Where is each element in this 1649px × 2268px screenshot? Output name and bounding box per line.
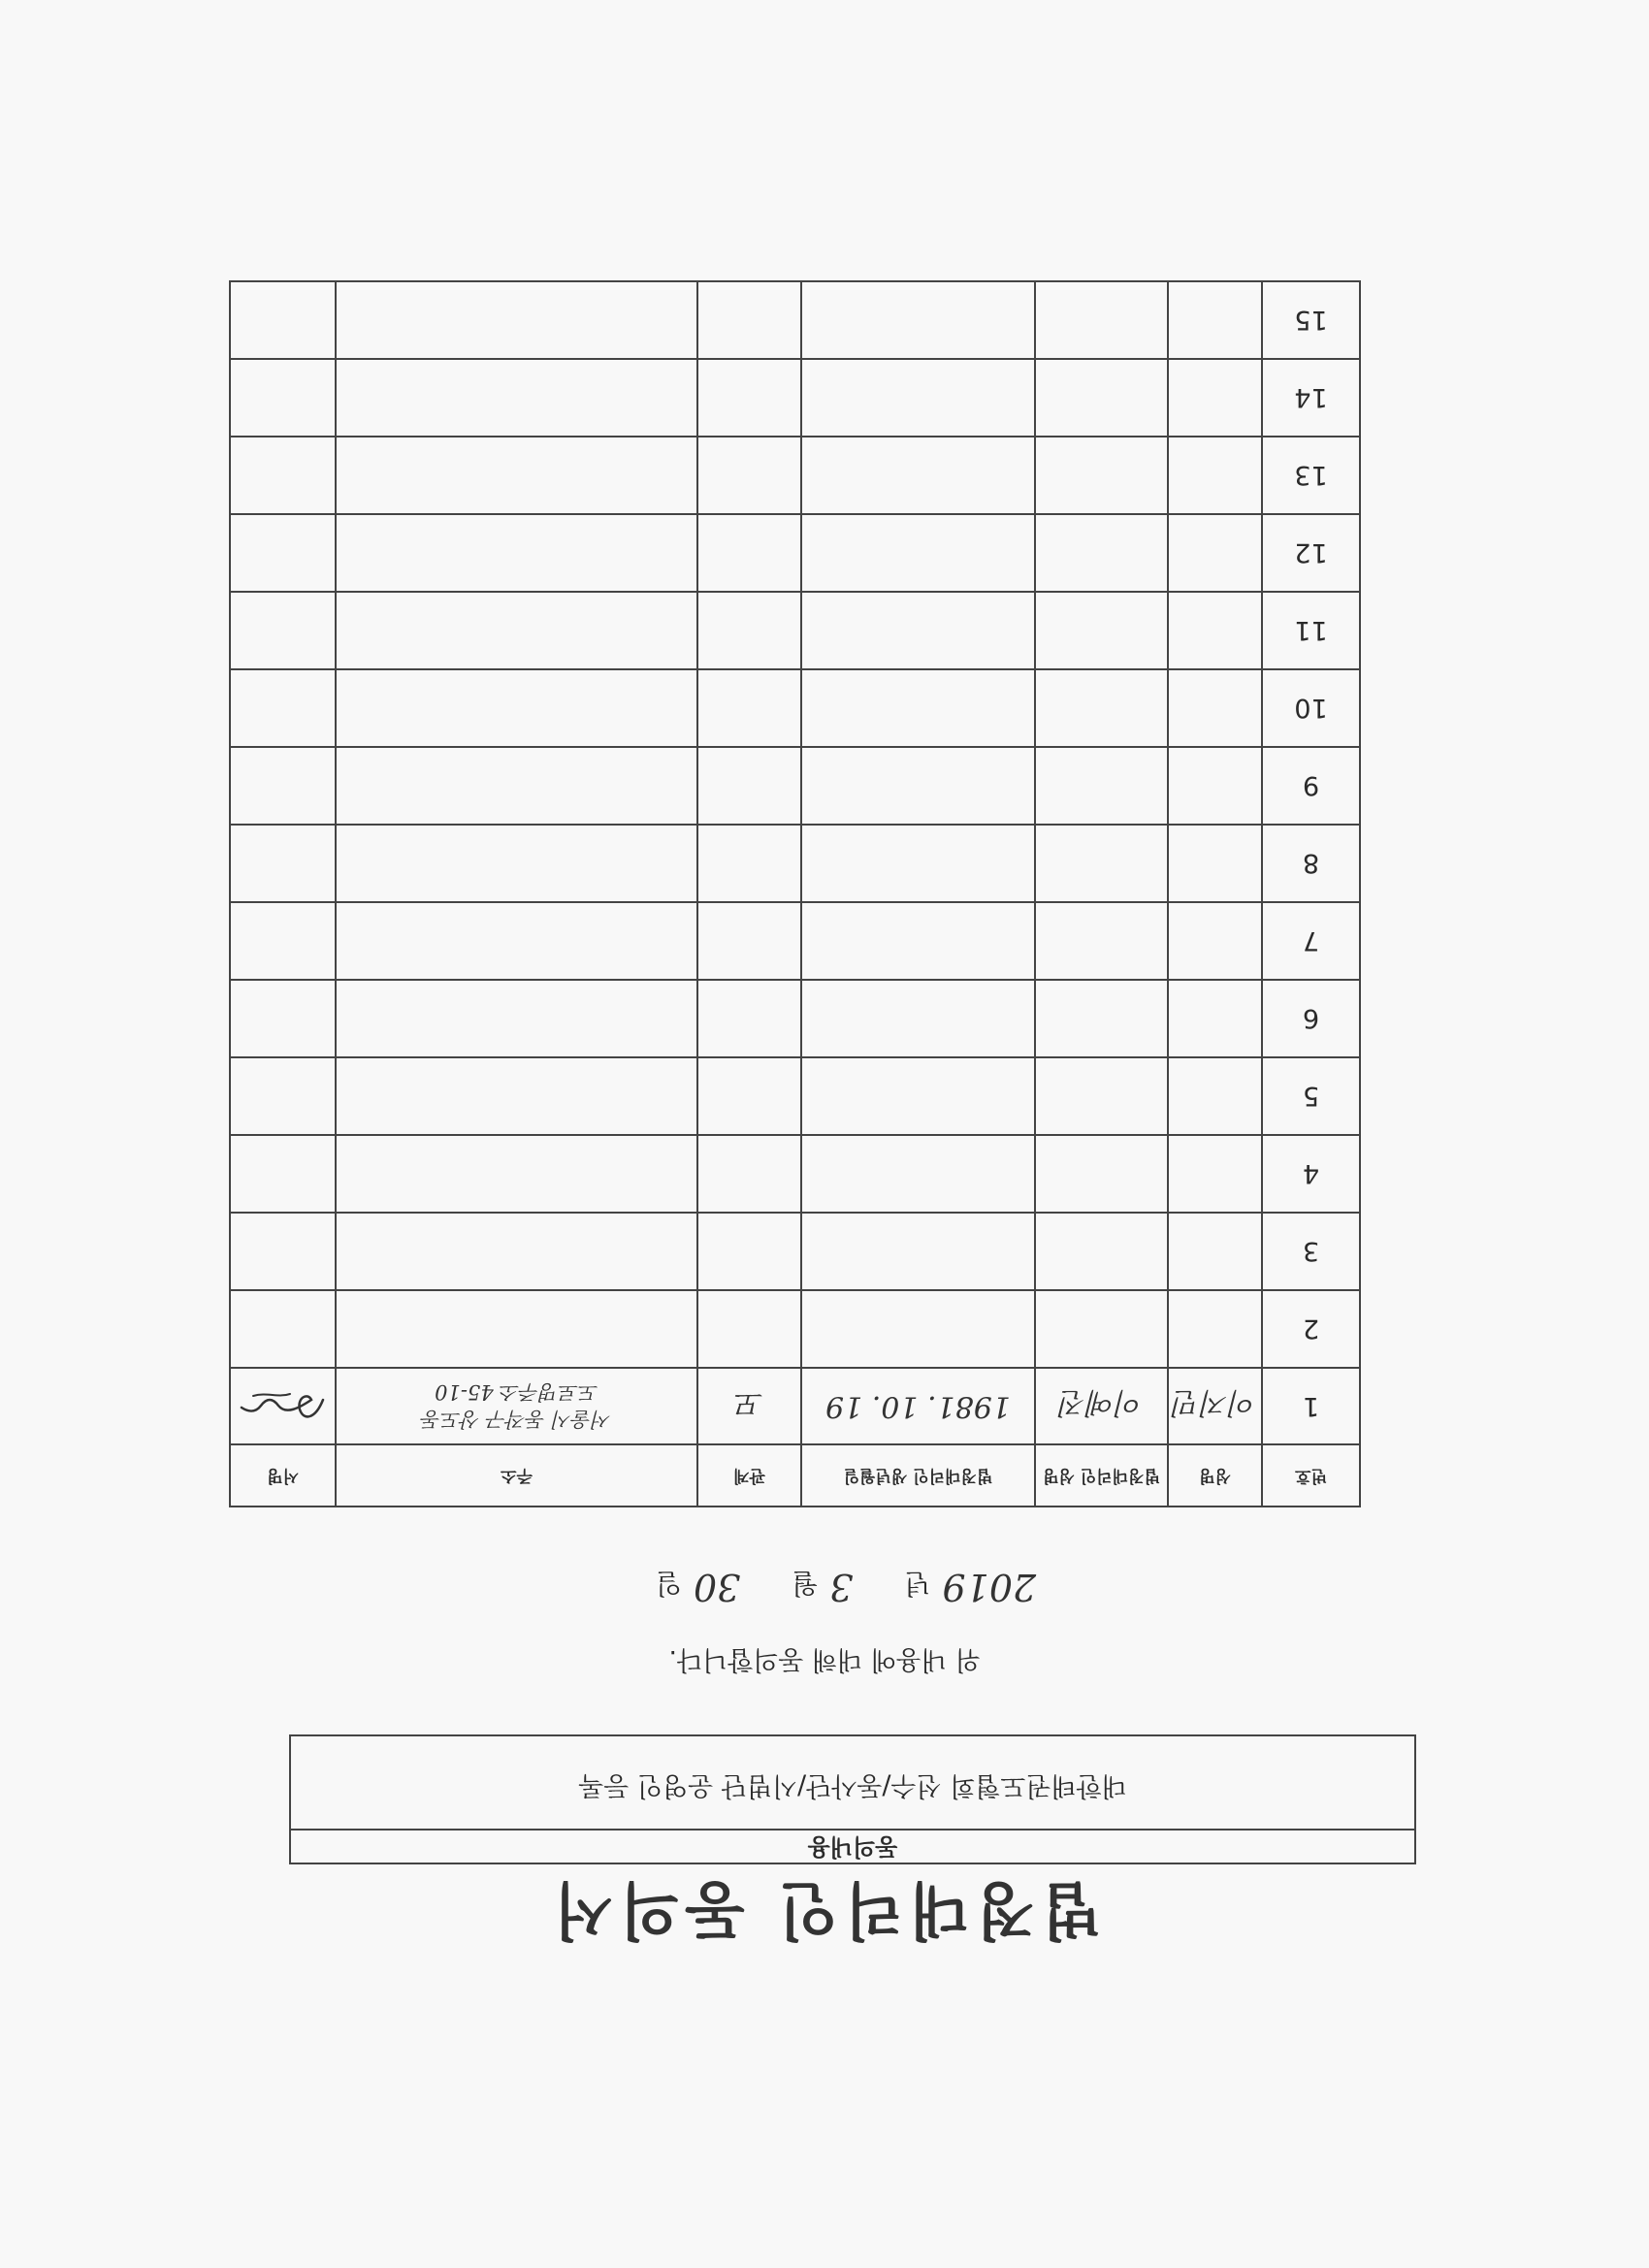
row-guardian-name: 이예진: [1035, 1368, 1168, 1444]
row-address: [336, 1368, 697, 1444]
table-row: [230, 437, 1360, 514]
row-number: 9: [1262, 747, 1360, 825]
date-month-unit: 월: [792, 1568, 819, 1600]
row-number: 5: [1262, 1057, 1360, 1135]
row-number: 11: [1262, 592, 1360, 669]
row-number: 8: [1262, 825, 1360, 902]
table-row: [230, 1290, 1360, 1368]
row-relation: 모: [697, 1368, 801, 1444]
table-row: [230, 1135, 1360, 1213]
row-number: 1: [1262, 1368, 1360, 1444]
date-day: 30: [693, 1566, 741, 1608]
table-row: [230, 825, 1360, 902]
table-row: [230, 1368, 1360, 1444]
date-year-unit: 년: [904, 1568, 931, 1600]
table-row: [230, 1057, 1360, 1135]
table-row: [230, 281, 1360, 359]
row-number: 12: [1262, 514, 1360, 592]
date-day-unit: 일: [655, 1568, 682, 1600]
row-number: 6: [1262, 980, 1360, 1057]
table-row: [230, 359, 1360, 437]
table-row: [230, 747, 1360, 825]
row-guardian-birth: 1981. 10. 19: [801, 1368, 1035, 1444]
date-month: 3: [829, 1566, 854, 1608]
table-row: [230, 980, 1360, 1057]
table-row: [230, 514, 1360, 592]
row-number: 14: [1262, 359, 1360, 437]
row-address-line2: 도로명주소 45-10: [435, 1380, 598, 1405]
row-number: 7: [1262, 902, 1360, 980]
row-number: 13: [1262, 437, 1360, 514]
consent-header: 동의내용: [291, 1829, 1414, 1863]
row-number: 2: [1262, 1290, 1360, 1368]
agreement-sentence: 위 내용에 대해 동의합니다.: [668, 1644, 981, 1674]
guardian-table: [229, 280, 1361, 1507]
table-row: [230, 902, 1360, 980]
header-signature: 서명: [230, 1444, 336, 1507]
date-year: 2019: [942, 1566, 1037, 1608]
row-number: 10: [1262, 669, 1360, 747]
table-row: [230, 669, 1360, 747]
table-row: [230, 1213, 1360, 1290]
table-row: [230, 592, 1360, 669]
row-number: 15: [1262, 281, 1360, 359]
header-guardian-name: 법정대리인 성명: [1035, 1444, 1168, 1507]
header-address: 주소: [336, 1444, 697, 1507]
document-title: 법정대리인 동의서: [547, 1873, 1102, 1945]
consent-body: 대한태권도협회 선수/동사단/시범단 운영인 등록: [578, 1770, 1127, 1800]
consent-box: [289, 1734, 1416, 1864]
signature-mark: [237, 1385, 330, 1428]
date-line: [0, 1566, 1649, 1608]
header-name: 성명: [1168, 1444, 1262, 1507]
row-name: 이지민: [1168, 1368, 1262, 1444]
header-number: 번호: [1262, 1444, 1360, 1507]
row-number: 4: [1262, 1135, 1360, 1213]
row-signature: [230, 1368, 336, 1444]
table-header-row: [230, 1444, 1360, 1507]
header-guardian-birth: 법정대리인 생년월일: [801, 1444, 1035, 1507]
row-number: 3: [1262, 1213, 1360, 1290]
row-address-line1: 서울시 동작구 상도동: [421, 1408, 612, 1432]
header-relation: 관계: [697, 1444, 801, 1507]
